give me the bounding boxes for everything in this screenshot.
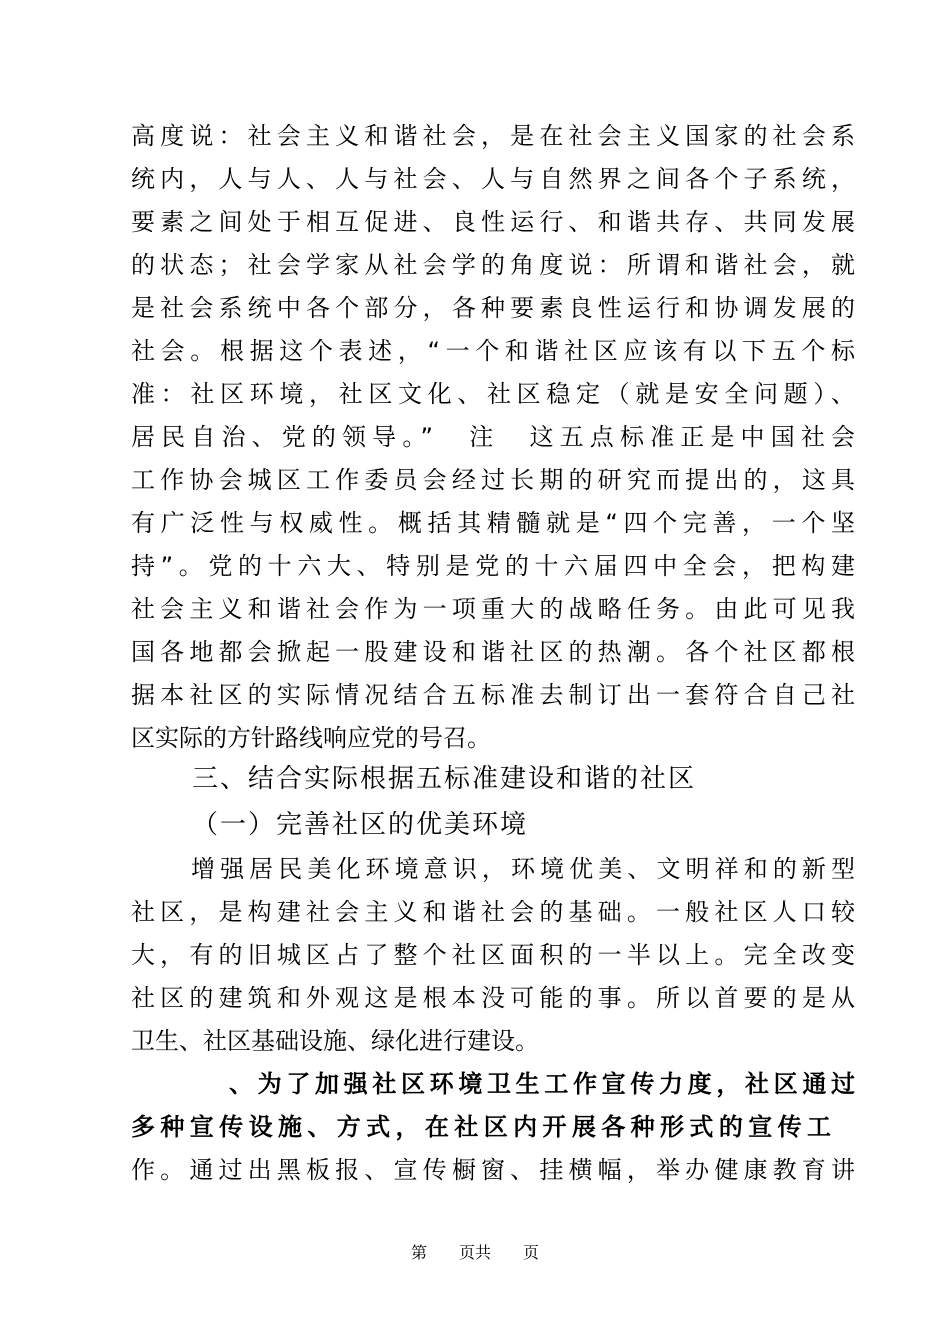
paragraph-line: 的状态；社会学家从社会学的角度说：所谓和谐社会，就 (131, 251, 855, 279)
paragraph-line: 社区的建筑和外观这是根本没可能的事。所以首要的是从 (131, 984, 855, 1012)
paragraph-line: 是社会系统中各个部分，各种要素良性运行和协调发展的 (131, 294, 855, 322)
section-heading: 三、结合实际根据五标准建设和谐的社区 (192, 764, 697, 794)
paragraph-line: 、为了加强社区环境卫生工作宣传力度，社区通过 (229, 1070, 855, 1098)
paragraph-line: 有广泛性与权威性。概括其精髓就是“四个完善，一个坚 (131, 509, 855, 537)
paragraph-line: 持”。党的十六大、特别是党的十六届四中全会，把构建 (131, 552, 855, 580)
paragraph-line: 多种宣传设施、方式，在社区内开展各种形式的宣传工 (131, 1113, 831, 1141)
paragraph-line: 社会。根据这个表述，“一个和谐社区应该有以下五个标 (131, 337, 855, 365)
paragraph-line: 据本社区的实际情况结合五标准去制订出一套符合自己社 (131, 681, 855, 709)
paragraph-line: 作。通过出黑板报、宣传橱窗、挂横幅，举办健康教育讲 (131, 1156, 855, 1184)
subsection-heading: （一）完善社区的优美环境 (192, 810, 529, 840)
paragraph-line: 增强居民美化环境意识，环境优美、文明祥和的新型 (191, 855, 855, 883)
paragraph-line: 统内，人与人、人与社会、人与自然界之间各个子系统， (131, 165, 855, 193)
paragraph-line: 区实际的方针路线响应党的号召。 (131, 724, 491, 752)
paragraph-line: 国各地都会掀起一股建设和谐社区的热潮。各个社区都根 (131, 638, 855, 666)
paragraph-line: 居民自治、党的领导。” 注 这五点标准正是中国社会 (131, 423, 855, 451)
paragraph-line: 社会主义和谐社会作为一项重大的战略任务。由此可见我 (131, 595, 855, 623)
paragraph-line: 高度说：社会主义和谐社会，是在社会主义国家的社会系 (131, 122, 855, 150)
paragraph-line: 卫生、社区基础设施、绿化进行建设。 (131, 1027, 539, 1055)
paragraph-line: 要素之间处于相互促进、良性运行、和谐共存、共同发展 (131, 208, 855, 236)
paragraph-line: 准：社区环境，社区文化、社区稳定（就是安全问题）、 (131, 380, 855, 408)
paragraph-line: 大，有的旧城区占了整个社区面积的一半以上。完全改变 (131, 941, 855, 969)
page-footer: 第 页共 页 (410, 1243, 539, 1262)
paragraph-line: 工作协会城区工作委员会经过长期的研究而提出的，这具 (131, 466, 855, 494)
paragraph-line: 社区，是构建社会主义和谐社会的基础。一般社区人口较 (131, 898, 855, 926)
